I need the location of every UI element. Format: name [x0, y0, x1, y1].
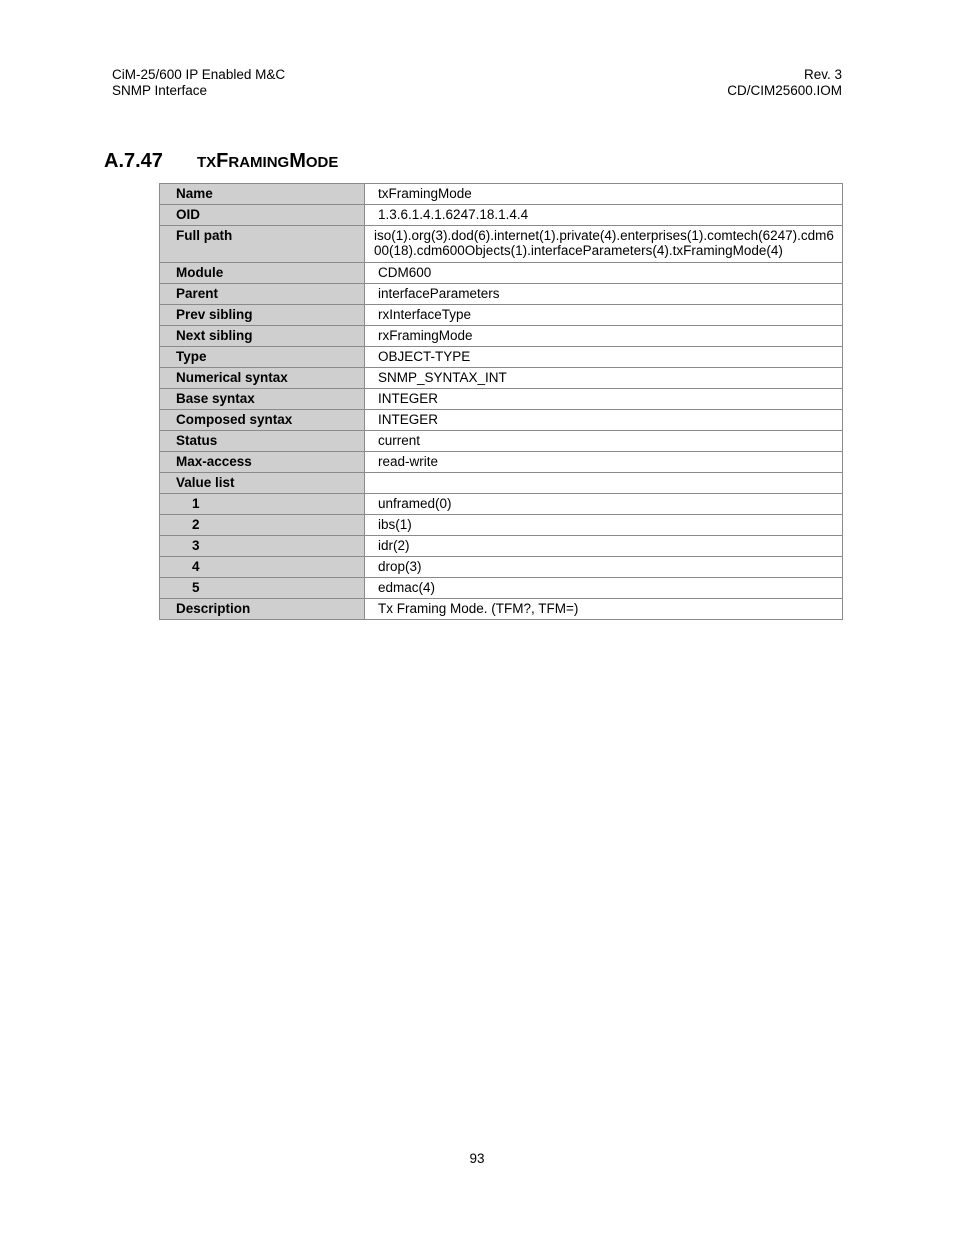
header-product-title: CiM-25/600 IP Enabled M&C — [112, 67, 286, 82]
row-key: Parent — [160, 284, 365, 305]
row-value: rxInterfaceType — [365, 305, 843, 326]
row-key: Type — [160, 347, 365, 368]
row-value: txFramingMode — [365, 184, 843, 205]
page-number: 93 — [469, 1151, 485, 1166]
header-left — [112, 67, 285, 99]
row-value: OBJECT-TYPE — [365, 347, 843, 368]
row-value: iso(1).org(3).dod(6).internet(1).private(4).enterprises(1).comtech(6247).cdm600(18).cdm600Objects(1).interfaceParameters(4).txFramingMode(4) — [365, 226, 843, 263]
mib-object-table — [159, 183, 843, 620]
row-key: 5 — [160, 578, 365, 599]
table-row — [160, 205, 843, 226]
section-title-part: ODE — [305, 154, 339, 171]
table-row — [160, 184, 843, 205]
row-value: read-write — [365, 452, 843, 473]
row-key: Next sibling — [160, 326, 365, 347]
row-value: current — [365, 431, 843, 452]
table-row — [160, 389, 843, 410]
row-key: Value list — [160, 473, 365, 494]
section-title-part: F — [216, 150, 229, 172]
row-value: unframed(0) — [365, 494, 843, 515]
table-row — [160, 431, 843, 452]
row-key: Name — [160, 184, 365, 205]
row-key: Description — [160, 599, 365, 620]
table-row — [160, 536, 843, 557]
table-row — [160, 410, 843, 431]
row-value: INTEGER — [365, 389, 843, 410]
row-value: rxFramingMode — [365, 326, 843, 347]
row-key: Numerical syntax — [160, 368, 365, 389]
header-subtitle: SNMP Interface — [112, 83, 208, 98]
header-document-id: CD/CIM25600.IOM — [727, 83, 842, 98]
table-row — [160, 284, 843, 305]
row-key: Prev sibling — [160, 305, 365, 326]
row-key: Composed syntax — [160, 410, 365, 431]
table-row — [160, 557, 843, 578]
section-title-part: TX — [197, 154, 217, 171]
table-row — [160, 305, 843, 326]
row-key: OID — [160, 205, 365, 226]
table-row — [160, 578, 843, 599]
section-title-part: RAMING — [228, 154, 290, 171]
table-row — [160, 494, 843, 515]
header-right — [727, 67, 842, 99]
row-value: INTEGER — [365, 410, 843, 431]
row-key: Module — [160, 263, 365, 284]
table-row — [160, 368, 843, 389]
table-row — [160, 515, 843, 536]
row-key: 1 — [160, 494, 365, 515]
row-value: idr(2) — [365, 536, 843, 557]
row-value: CDM600 — [365, 263, 843, 284]
table-row — [160, 226, 843, 263]
section-heading — [104, 150, 338, 173]
row-key: 2 — [160, 515, 365, 536]
row-key: 3 — [160, 536, 365, 557]
section-title-part: M — [289, 150, 306, 172]
row-value: drop(3) — [365, 557, 843, 578]
row-value: Tx Framing Mode. (TFM?, TFM=) — [365, 599, 843, 620]
row-value: interfaceParameters — [365, 284, 843, 305]
row-key: Full path — [160, 226, 365, 263]
row-value: ibs(1) — [365, 515, 843, 536]
table-row — [160, 452, 843, 473]
header-revision: Rev. 3 — [803, 67, 842, 82]
table-row — [160, 326, 843, 347]
section-number: A.7.47 — [104, 150, 163, 172]
row-value: SNMP_SYNTAX_INT — [365, 368, 843, 389]
row-key: 4 — [160, 557, 365, 578]
row-key: Max-access — [160, 452, 365, 473]
row-key: Base syntax — [160, 389, 365, 410]
row-value: 1.3.6.1.4.1.6247.18.1.4.4 — [365, 205, 843, 226]
table-row — [160, 473, 843, 494]
row-value: edmac(4) — [365, 578, 843, 599]
table-row — [160, 263, 843, 284]
row-value — [365, 473, 843, 494]
row-key: Status — [160, 431, 365, 452]
table-row — [160, 599, 843, 620]
table-row — [160, 347, 843, 368]
